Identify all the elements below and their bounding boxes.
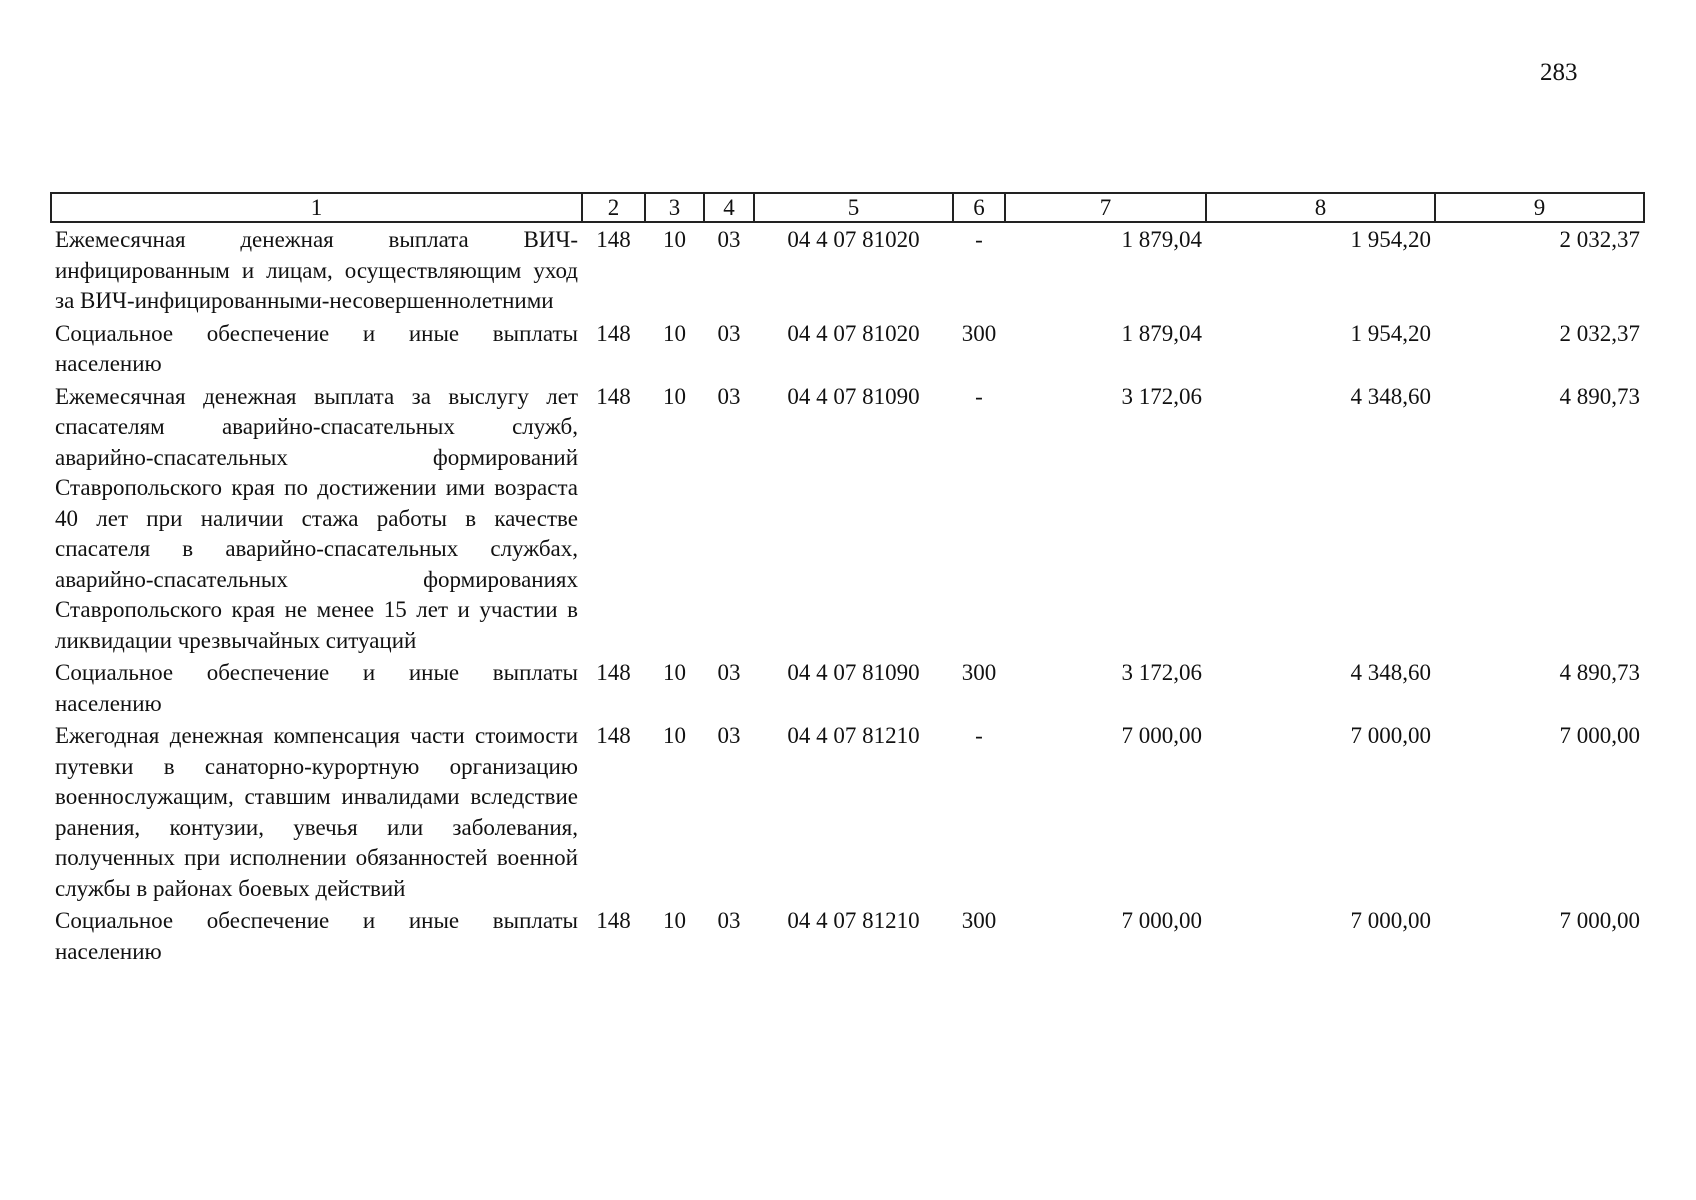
column-header: 3 [645, 193, 704, 222]
ministry-code: 148 [596, 908, 631, 933]
amount-col-7: 7 000,00 [1121, 723, 1202, 748]
column-header: 4 [704, 193, 754, 222]
subsection-code: 03 [717, 227, 741, 252]
row-description: Ежемесячная денежная выплата ВИЧ-инфицированным и лицам, осуществляющим уход за ВИЧ-инфицированными-несовершеннолетними [55, 227, 578, 313]
amount-col-8: 7 000,00 [1350, 723, 1431, 748]
section-code: 10 [663, 723, 686, 748]
amount-col-8: 4 348,60 [1350, 383, 1431, 409]
amount-col-9: 7 000,00 [1559, 908, 1640, 933]
amount-col-7: 1 879,04 [1121, 227, 1202, 252]
target-article-code: 04 4 07 81020 [787, 227, 920, 252]
table-header-row [51, 193, 1644, 222]
subsection-code: 03 [717, 320, 741, 346]
amount-col-7: 3 172,06 [1121, 660, 1202, 685]
amount-col-8: 1 954,20 [1350, 227, 1431, 252]
expense-type-code: 300 [961, 660, 997, 685]
table-row [51, 222, 1644, 317]
ministry-code: 148 [596, 383, 631, 409]
amount-col-9: 2 032,37 [1559, 227, 1640, 252]
target-article-code: 04 4 07 81090 [787, 660, 920, 685]
amount-col-9: 4 890,73 [1559, 660, 1640, 685]
column-header: 2 [582, 193, 645, 222]
column-header: 9 [1435, 193, 1644, 222]
amount-col-7: 1 879,04 [1121, 320, 1202, 346]
expense-type-code: - [975, 383, 983, 409]
amount-col-8: 1 954,20 [1350, 320, 1431, 346]
budget-table [50, 192, 1645, 967]
subsection-code: 03 [717, 908, 741, 933]
ministry-code: 148 [596, 660, 631, 685]
row-description: Социальное обеспечение и иные выплаты населению [55, 908, 578, 964]
ministry-code: 148 [596, 723, 631, 748]
section-code: 10 [663, 383, 686, 409]
table-row [51, 380, 1644, 657]
section-code: 10 [663, 320, 686, 346]
expense-type-code: 300 [961, 320, 997, 346]
section-code: 10 [663, 660, 686, 685]
table-row [51, 719, 1644, 904]
page-number: 283 [1540, 59, 1578, 86]
target-article-code: 04 4 07 81090 [787, 383, 920, 409]
ministry-code: 148 [596, 227, 631, 252]
column-header: 8 [1206, 193, 1435, 222]
row-description: Социальное обеспечение и иные выплаты населению [55, 660, 578, 716]
section-code: 10 [663, 908, 686, 933]
expense-type-code: - [975, 723, 983, 748]
target-article-code: 04 4 07 81210 [787, 908, 920, 933]
target-article-code: 04 4 07 81020 [787, 320, 920, 346]
row-description: Ежемесячная денежная выплата за выслугу лет спасателям аварийно-спасательных служб, аварийно-спасательных формирований Ставропольского края по достижении ими возраста 40 лет при наличии стажа работы в качестве спасателя в аварийно-спасательных службах, аварийно-спасательных формированиях Ставропольского края не менее 15 лет и участии в ликвидации чрезвычайных ситуаций [55, 383, 578, 653]
amount-col-8: 4 348,60 [1350, 660, 1431, 685]
amount-col-9: 7 000,00 [1559, 723, 1640, 748]
amount-col-7: 7 000,00 [1121, 908, 1202, 933]
amount-col-8: 7 000,00 [1350, 908, 1431, 933]
amount-col-9: 4 890,73 [1559, 383, 1640, 409]
expense-type-code: 300 [961, 908, 997, 933]
table-row [51, 656, 1644, 719]
column-header: 7 [1005, 193, 1206, 222]
target-article-code: 04 4 07 81210 [787, 723, 920, 748]
section-code: 10 [663, 227, 686, 252]
expense-type-code: - [975, 227, 983, 252]
row-description: Ежегодная денежная компенсация части стоимости путевки в санаторно-курортную организацию военнослужащим, ставшим инвалидами вследствие ранения, контузии, увечья или заболевания, полученных при исполнении обязанностей военной службы в районах боевых действий [55, 723, 578, 901]
column-header: 6 [953, 193, 1005, 222]
column-header: 1 [51, 193, 582, 222]
ministry-code: 148 [596, 320, 631, 346]
column-header: 5 [754, 193, 953, 222]
table-row [51, 317, 1644, 380]
table-row [51, 904, 1644, 967]
subsection-code: 03 [717, 660, 741, 685]
amount-col-7: 3 172,06 [1121, 383, 1202, 409]
amount-col-9: 2 032,37 [1559, 320, 1640, 346]
subsection-code: 03 [717, 723, 741, 748]
subsection-code: 03 [717, 383, 741, 409]
row-description: Социальное обеспечение и иные выплаты населению [55, 320, 578, 376]
